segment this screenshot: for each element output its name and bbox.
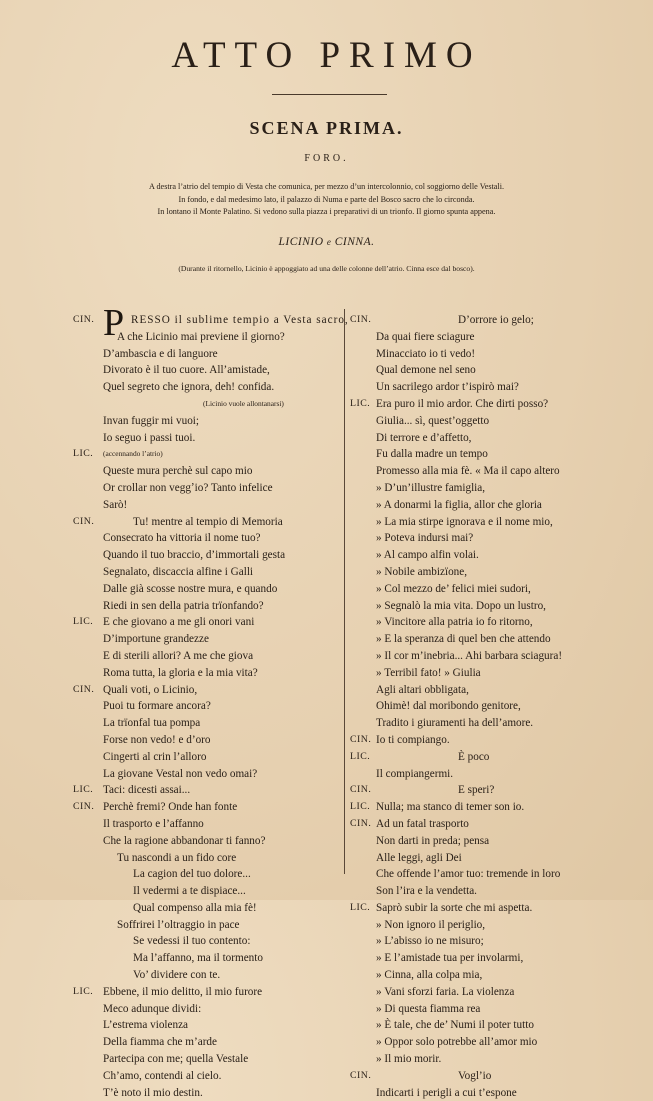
verse-line xyxy=(350,1001,620,1018)
verse-line xyxy=(73,329,341,346)
verse-line xyxy=(73,833,341,850)
verse-line xyxy=(350,900,620,917)
verse-text: Non darti in preda; pensa xyxy=(376,834,490,847)
verse-line xyxy=(73,648,341,665)
speaker-label: CIN. xyxy=(73,683,95,695)
verse-text: » E l’amistade tua per involarmi, xyxy=(376,952,524,965)
verse-line xyxy=(73,564,341,581)
verse-text: Agli altari obbligata, xyxy=(376,683,469,696)
verse-text: Vogl’io xyxy=(458,1069,492,1082)
verse-line xyxy=(350,598,620,615)
verse-text: E speri? xyxy=(458,784,495,797)
verse-line xyxy=(350,463,620,480)
verse-line xyxy=(350,312,620,329)
verse-line xyxy=(350,682,620,699)
verse-line xyxy=(350,1051,620,1068)
verse-line xyxy=(73,799,341,816)
act-title: ATTO PRIMO xyxy=(171,35,482,76)
speaker-label: CIN. xyxy=(350,1069,372,1081)
verse-line xyxy=(73,497,341,514)
verse-text: Son l’ira e la vendetta. xyxy=(376,885,477,898)
verse-text: L’estrema violenza xyxy=(103,1019,189,1032)
verse-text: Ch’amo, contendi al cielo. xyxy=(103,1069,222,1082)
verse-line xyxy=(73,346,341,363)
verse-text: La cagion del tuo dolore... xyxy=(133,868,251,881)
verse-text: » Col mezzo de’ felici miei sudori, xyxy=(376,582,531,595)
verse-line xyxy=(350,917,620,934)
drop-cap: P xyxy=(103,302,125,344)
cast-licinio: LICINIO xyxy=(278,236,324,248)
verse-line xyxy=(350,480,620,497)
verse-line xyxy=(350,732,620,749)
verse-text: Quando il tuo braccio, d’immortali gesta xyxy=(103,549,286,562)
verse-text: » Cinna, alla colpa mia, xyxy=(376,969,483,982)
verse-text: » Non ignoro il periglio, xyxy=(376,918,486,931)
title-rule xyxy=(272,94,387,95)
verse-line xyxy=(350,497,620,514)
verse-line xyxy=(73,1034,341,1051)
verse-text: Tradito i giuramenti ha dell’amore. xyxy=(376,717,534,730)
verse-line xyxy=(350,749,620,766)
speaker-label: LIC. xyxy=(350,397,371,409)
verse-text: Dalle già scosse nostre mura, e quando xyxy=(103,582,278,595)
verse-text: Qual demone nel seno xyxy=(376,364,476,377)
verse-line xyxy=(350,967,620,984)
verse-line xyxy=(350,614,620,631)
description-line: A destra l’atrio del tempio di Vesta che comunica, per mezzo d’un intercolonnio, col soggiorno delle Vestali. xyxy=(148,182,505,191)
verse-line xyxy=(73,413,341,430)
verse-line xyxy=(350,866,620,883)
verse-line xyxy=(350,514,620,531)
verse-text: D’orrore io gelo; xyxy=(458,314,534,326)
verse-text: Di terrore e d’affetto, xyxy=(376,431,472,444)
verse-text: Era puro il mio ardor. Che dirti posso? xyxy=(376,397,549,410)
verse-text: » Nobile ambizïone, xyxy=(376,565,468,578)
verse-line xyxy=(350,631,620,648)
verse-text: » Di questa fiamma rea xyxy=(376,1002,481,1015)
verse-text: Ma l’affanno, ma il tormento xyxy=(133,952,263,965)
speaker-label: CIN. xyxy=(350,817,372,829)
verse-text: » Al campo alfin volai. xyxy=(376,549,479,562)
verse-line xyxy=(73,430,341,447)
verse-line xyxy=(73,967,341,984)
verse-text: Saprò subir la sorte che mi aspetta. xyxy=(376,901,533,914)
verse-line xyxy=(350,396,620,413)
verse-line xyxy=(350,766,620,783)
verse-text: Che la ragione abbandonar ti fanno? xyxy=(103,834,266,847)
verse-text: Della fiamma che m’arde xyxy=(103,1036,217,1049)
verse-text: Giulia... sì, quest’oggetto xyxy=(376,414,490,427)
verse-line xyxy=(350,850,620,867)
verse-line xyxy=(350,950,620,967)
stage-note: (Durante il ritornello, Licinio è appoggiato ad una delle colonne dell’atrio. Cinna esce dal bosco). xyxy=(178,264,475,273)
verse-line xyxy=(73,379,341,396)
verse-line xyxy=(350,346,620,363)
verse-line xyxy=(73,1017,341,1034)
verse-text: Qual compenso alla mia fè! xyxy=(133,901,257,914)
verse-line xyxy=(350,547,620,564)
verse-line xyxy=(73,530,341,547)
verse-text: E che giovano a me gli onori vani xyxy=(103,616,255,629)
verse-text: Che offende l’amor tuo: tremende in loro xyxy=(376,868,561,881)
verse-text: Ebbene, il mio delitto, il mio furore xyxy=(103,985,263,998)
verse-text: Il compiangermi. xyxy=(376,767,454,780)
verse-line xyxy=(73,732,341,749)
verse-line xyxy=(73,396,341,413)
verse-text: Un sacrilego ardor t’ispirò mai? xyxy=(376,381,519,394)
scene-description xyxy=(100,181,553,219)
verse-text: » A donarmi la figlia, allor che gloria xyxy=(376,498,542,511)
verse-text: La giovane Vestal non vedo omai? xyxy=(103,767,258,780)
verse-line xyxy=(350,782,620,799)
verse-line xyxy=(73,917,341,934)
verse-line xyxy=(350,984,620,1001)
verse-line xyxy=(350,799,620,816)
verse-line xyxy=(73,1051,341,1068)
verse-text: Vo’ dividere con te. xyxy=(133,969,221,982)
verse-text: Io seguo i passi tuoi. xyxy=(103,431,196,444)
verse-text: Partecipa con me; quella Vestale xyxy=(103,1053,249,1066)
left-column xyxy=(73,302,349,1101)
verse-text: » Oppor solo potrebbe all’amor mio xyxy=(376,1036,538,1049)
verse-line xyxy=(350,379,620,396)
verse-text: Riedi in sen della patria trïonfando? xyxy=(103,599,264,612)
verse-text: » Il cor m’inebria... Ahi barbara sciagura! xyxy=(376,649,563,662)
speaker-label: LIC. xyxy=(350,801,371,813)
verse-line xyxy=(73,598,341,615)
speaker-label: CIN. xyxy=(350,733,372,745)
verse-line xyxy=(73,1068,341,1085)
verse-text: Promesso alla mia fè. « Ma il capo altero xyxy=(376,465,560,478)
stage-direction: (accennando l’atrio) xyxy=(103,449,163,459)
verse-line xyxy=(73,698,341,715)
speaker-label: CIN. xyxy=(73,515,95,527)
verse-line xyxy=(350,665,620,682)
verse-text: Soffrirei l’oltraggio in pace xyxy=(117,918,240,931)
right-column xyxy=(350,312,620,1101)
verse-text: Ohimè! dal moribondo genitore, xyxy=(376,700,521,713)
verse-text: T’è noto il mio destin. xyxy=(103,1086,203,1099)
verse-text: La trïonfal tua pompa xyxy=(103,717,201,730)
verse-line xyxy=(73,782,341,799)
verse-line xyxy=(73,766,341,783)
verse-line xyxy=(73,480,341,497)
verse-text: Il vedermi a te dispiace... xyxy=(133,885,246,898)
verse-line xyxy=(73,665,341,682)
verse-text: Cingerti al crin l’alloro xyxy=(103,750,207,763)
verse-text: Il trasporto e l’affanno xyxy=(103,817,204,830)
verse-line xyxy=(350,698,620,715)
stage-direction: (Licinio vuole allontanarsi) xyxy=(203,398,284,408)
verse-text: E di sterili allori? A me che giova xyxy=(103,649,254,662)
speaker-label: LIC. xyxy=(350,901,371,913)
verse-text: Nulla; ma stanco di temer son io. xyxy=(376,801,525,814)
verse-line xyxy=(73,614,341,631)
cast-cinna: CINNA. xyxy=(334,236,375,248)
verse-text: Io ti compiango. xyxy=(376,733,450,746)
verse-text: » Poteva indursi mai? xyxy=(376,532,474,545)
cast-and: e xyxy=(326,237,332,247)
verse-line xyxy=(73,463,341,480)
description-line: In fondo, e dal medesimo lato, il palazzo di Numa e parte del Bosco sacro che lo circonda. xyxy=(178,194,475,204)
verse-text: Forse non vedo! e d’oro xyxy=(103,733,211,746)
verse-text: » E la speranza di quel ben che attendo xyxy=(376,633,551,646)
verse-line xyxy=(73,984,341,1001)
verse-line xyxy=(73,850,341,867)
verse-text: Perchè fremi? Onde han fonte xyxy=(103,801,238,814)
verse-line xyxy=(73,933,341,950)
verse-text: Sarò! xyxy=(103,498,128,511)
speaker-label: CIN. xyxy=(350,784,372,796)
verse-line xyxy=(350,530,620,547)
verse-line xyxy=(350,329,620,346)
verse-text: Indicarti i perigli a cui t’espone xyxy=(376,1086,517,1099)
verse-text: » Il mio morir. xyxy=(376,1053,442,1066)
verse-line xyxy=(73,1085,341,1101)
verse-text: Puoi tu formare ancora? xyxy=(103,700,211,713)
verse-line xyxy=(73,950,341,967)
verse-line xyxy=(73,514,341,531)
verse-line xyxy=(350,581,620,598)
verse-line xyxy=(350,648,620,665)
speaker-label: LIC. xyxy=(73,616,94,628)
speaker-label: CIN. xyxy=(350,314,372,325)
verse-text: Divorato è il tuo cuore. All’amistade, xyxy=(103,364,270,377)
column-divider xyxy=(344,309,345,874)
verse-line xyxy=(73,1001,341,1018)
verse-text: Queste mura perchè sul capo mio xyxy=(103,465,253,478)
verse-line xyxy=(350,362,620,379)
verse-line xyxy=(350,430,620,447)
verse-line xyxy=(350,883,620,900)
verse-line xyxy=(73,446,341,463)
verse-line xyxy=(73,883,341,900)
verse-line xyxy=(73,682,341,699)
verse-text: » Segnalò la mia vita. Dopo un lustro, xyxy=(376,599,546,612)
verse-line xyxy=(73,631,341,648)
verse-text: Quali voti, o Licinio, xyxy=(103,683,198,696)
verse-line xyxy=(73,362,341,379)
verse-line xyxy=(350,1034,620,1051)
verse-line xyxy=(350,564,620,581)
verse-text: A che Licinio mai previene il giorno? xyxy=(117,330,285,343)
verse-line xyxy=(350,1017,620,1034)
verse-text: Fu dalla madre un tempo xyxy=(376,448,488,461)
verse-line xyxy=(73,816,341,833)
description-line: In lontano il Monte Palatino. Si vedono sulla piazza i preparativi di un trionfo. Il giorno spunta appena. xyxy=(157,207,496,216)
speaker-label: CIN. xyxy=(73,801,95,813)
verse-text: D’importune grandezze xyxy=(103,633,209,646)
verse-line xyxy=(73,749,341,766)
verse-text: Or crollar non veggʼio? Tanto infelice xyxy=(103,481,273,494)
verse-text: È poco xyxy=(458,750,490,763)
verse-text: Taci: dicesti assai... xyxy=(103,784,191,797)
verse-text: Roma tutta, la gloria e la mia vita? xyxy=(103,666,258,679)
verse-line xyxy=(350,1068,620,1085)
speaker-label: CIN. xyxy=(73,314,95,325)
verse-text: Minacciato io ti vedo! xyxy=(376,347,476,360)
verse-text: Tu! mentre al tempio di Memoria xyxy=(133,515,283,528)
speaker-label: LIC. xyxy=(73,784,94,796)
verse-text: Quel segreto che ignora, deh! confida. xyxy=(103,381,275,394)
speaker-label: LIC. xyxy=(350,750,371,762)
verse-line xyxy=(73,866,341,883)
verse-text: Meco adunque dividi: xyxy=(103,1002,202,1015)
scene-title: SCENA PRIMA. xyxy=(249,118,404,138)
verse-line xyxy=(350,446,620,463)
verse-line xyxy=(73,900,341,917)
place-label: FORO. xyxy=(304,153,349,164)
verse-text: Da quai fiere sciagure xyxy=(376,330,475,343)
verse-text: » Vani sforzi faria. La violenza xyxy=(376,985,515,998)
verse-text: » La mia stirpe ignorava e il nome mio, xyxy=(376,515,553,528)
verse-line xyxy=(350,816,620,833)
verse-text: » Vincitore alla patria io fo ritorno, xyxy=(376,616,533,629)
verse-text: Se vedessi il tuo contento: xyxy=(133,935,251,948)
speaker-label: LIC. xyxy=(73,985,94,997)
verse-text: RESSO il sublime tempio a Vesta sacro, xyxy=(131,314,349,326)
verse-text: Invan fuggir mi vuoi; xyxy=(103,414,200,427)
verse-text: Segnalato, discaccia alfine i Galli xyxy=(103,565,254,578)
verse-line xyxy=(73,547,341,564)
verse-text: » Terribil fato! » Giulia xyxy=(376,666,481,679)
speaker-label: LIC. xyxy=(73,448,94,460)
verse-text: Consecrato ha vittoria il nome tuo? xyxy=(103,532,261,545)
verse-line xyxy=(350,715,620,732)
verse-text: » D’un’illustre famiglia, xyxy=(376,481,486,494)
verse-text: Ad un fatal trasporto xyxy=(376,817,469,830)
verse-text: Alle leggi, agli Dei xyxy=(376,851,462,864)
verse-line xyxy=(350,1085,620,1101)
verse-text: » L’abisso io ne misuro; xyxy=(376,935,484,948)
verse-text: » È tale, che de’ Numi il poter tutto xyxy=(376,1019,534,1032)
cast-line xyxy=(0,236,653,248)
verse-line xyxy=(73,715,341,732)
verse-text: D’ambascia e di languore xyxy=(103,347,218,360)
verse-line xyxy=(350,413,620,430)
verse-text: Tu nascondi a un fido core xyxy=(117,851,237,864)
verse-line xyxy=(350,933,620,950)
verse-line xyxy=(350,833,620,850)
verse-line xyxy=(73,581,341,598)
